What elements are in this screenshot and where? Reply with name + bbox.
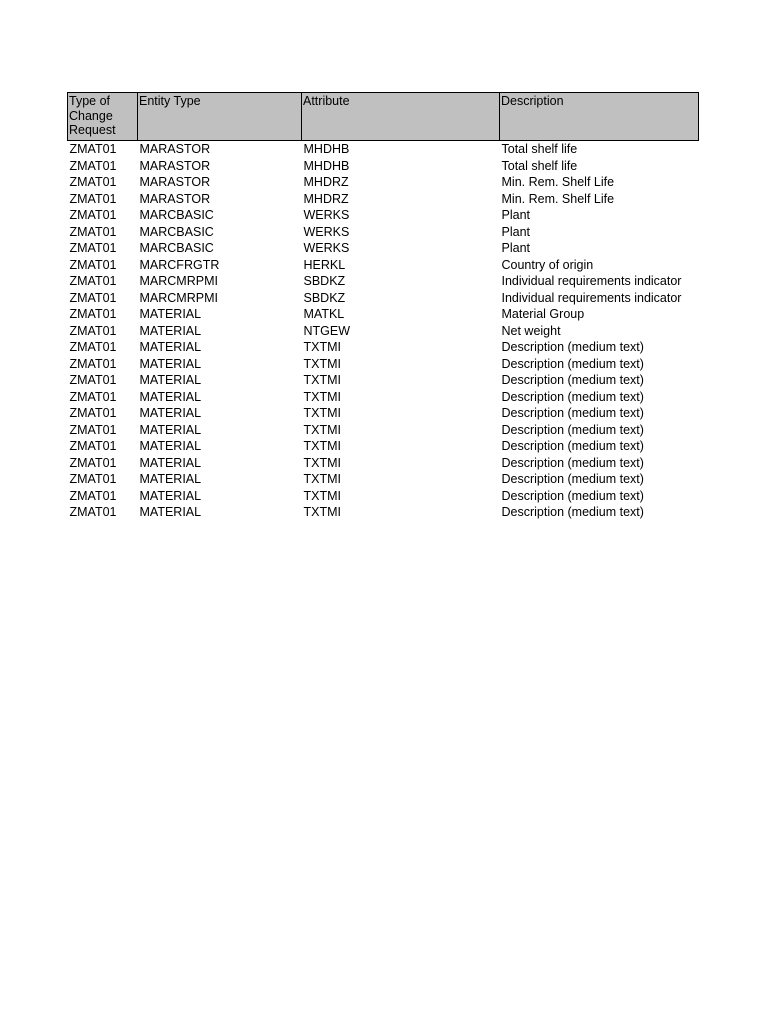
- cell-description: Plant: [501, 208, 530, 222]
- table-row: [68, 389, 699, 406]
- table-row: [68, 422, 699, 439]
- cell-attribute: SBDKZ: [303, 274, 346, 288]
- cell-change-request-type: ZMAT01: [69, 356, 117, 371]
- cell-change-request-type: ZMAT01: [69, 175, 117, 189]
- cell-attribute: TXTMI: [303, 488, 341, 503]
- cell-description: Description (medium text): [501, 455, 644, 470]
- cell-change-request-type: ZMAT01: [69, 373, 117, 387]
- change-request-table: [67, 92, 699, 521]
- cell-attribute: TXTMI: [303, 472, 341, 486]
- cell-change-request-type: ZMAT01: [69, 406, 117, 420]
- table-row: [68, 405, 699, 422]
- cell-change-request-type: ZMAT01: [69, 208, 117, 222]
- table-header: [68, 93, 699, 141]
- cell-entity-type: MATERIAL: [139, 422, 202, 437]
- table-row: [68, 158, 699, 175]
- cell-change-request-type: ZMAT01: [69, 422, 117, 437]
- cell-entity-type: MATERIAL: [139, 439, 202, 453]
- cell-description: Description (medium text): [501, 406, 644, 420]
- cell-description: Description (medium text): [501, 340, 644, 354]
- cell-description: Total shelf life: [501, 158, 578, 173]
- cell-change-request-type: ZMAT01: [69, 257, 117, 272]
- cell-change-request-type: ZMAT01: [69, 224, 117, 239]
- cell-change-request-type: ZMAT01: [69, 158, 117, 173]
- cell-description: Description (medium text): [501, 472, 644, 486]
- header-type-of-change-request: Type of Change Request: [68, 93, 138, 141]
- cell-change-request-type: ZMAT01: [69, 142, 117, 156]
- cell-attribute: MHDHB: [303, 158, 350, 173]
- cell-entity-type: MARCBASIC: [139, 208, 214, 222]
- table-row: [68, 257, 699, 274]
- cell-entity-type: MATERIAL: [139, 373, 202, 387]
- table-row: [68, 174, 699, 191]
- cell-entity-type: MARCBASIC: [139, 241, 214, 255]
- table-row: [68, 339, 699, 356]
- table-row: [68, 488, 699, 505]
- cell-attribute: TXTMI: [303, 373, 341, 387]
- cell-attribute: MHDHB: [303, 142, 350, 156]
- cell-attribute: MATKL: [303, 307, 345, 321]
- cell-change-request-type: ZMAT01: [69, 505, 117, 519]
- cell-description: Material Group: [501, 307, 585, 321]
- cell-entity-type: MARCMRPMI: [139, 274, 218, 288]
- cell-description: Country of origin: [501, 257, 594, 272]
- cell-entity-type: MARASTOR: [139, 158, 211, 173]
- cell-description: Description (medium text): [501, 422, 644, 437]
- cell-description: Description (medium text): [501, 356, 644, 371]
- cell-entity-type: MARASTOR: [139, 175, 211, 189]
- cell-entity-type: MATERIAL: [139, 455, 202, 470]
- cell-description: Plant: [501, 241, 530, 255]
- spreadsheet-page: [67, 92, 698, 521]
- cell-attribute: TXTMI: [303, 389, 341, 404]
- cell-change-request-type: ZMAT01: [69, 307, 117, 321]
- table-row: [68, 273, 699, 290]
- table-row: [68, 372, 699, 389]
- table-row: [68, 356, 699, 373]
- cell-attribute: TXTMI: [303, 422, 341, 437]
- table-row: [68, 224, 699, 241]
- cell-entity-type: MARASTOR: [139, 191, 211, 206]
- cell-change-request-type: ZMAT01: [69, 389, 117, 404]
- table-row: [68, 207, 699, 224]
- table-row: [68, 455, 699, 472]
- cell-change-request-type: ZMAT01: [69, 488, 117, 503]
- header-entity-type: Entity Type: [138, 93, 302, 141]
- table-row: [68, 323, 699, 340]
- cell-entity-type: MATERIAL: [139, 389, 202, 404]
- cell-change-request-type: ZMAT01: [69, 472, 117, 486]
- table-row: [68, 504, 699, 521]
- header-row: [68, 93, 699, 141]
- cell-entity-type: MARCMRPMI: [139, 290, 218, 305]
- cell-entity-type: MARCFRGTR: [139, 257, 220, 272]
- cell-entity-type: MATERIAL: [139, 356, 202, 371]
- cell-entity-type: MATERIAL: [139, 323, 202, 338]
- cell-description: Description (medium text): [501, 488, 644, 503]
- header-description: Description: [500, 93, 699, 141]
- cell-attribute: NTGEW: [303, 323, 351, 338]
- cell-change-request-type: ZMAT01: [69, 274, 117, 288]
- cell-description: Description (medium text): [501, 389, 644, 404]
- cell-change-request-type: ZMAT01: [69, 323, 117, 338]
- cell-attribute: TXTMI: [303, 505, 341, 519]
- cell-change-request-type: ZMAT01: [69, 340, 117, 354]
- table-row: [68, 471, 699, 488]
- cell-attribute: WERKS: [303, 208, 350, 222]
- table-row: [68, 240, 699, 257]
- cell-change-request-type: ZMAT01: [69, 290, 117, 305]
- cell-attribute: TXTMI: [303, 406, 341, 420]
- table-body: [68, 141, 699, 521]
- header-attribute: Attribute: [302, 93, 500, 141]
- table-row: [68, 191, 699, 208]
- cell-description: Total shelf life: [501, 142, 578, 156]
- cell-entity-type: MARCBASIC: [139, 224, 214, 239]
- cell-change-request-type: ZMAT01: [69, 439, 117, 453]
- cell-description: Description (medium text): [501, 505, 644, 519]
- cell-entity-type: MATERIAL: [139, 406, 202, 420]
- cell-description: Individual requirements indicator: [501, 290, 682, 305]
- cell-change-request-type: ZMAT01: [69, 191, 117, 206]
- table-row: [68, 306, 699, 323]
- cell-entity-type: MATERIAL: [139, 472, 202, 486]
- cell-description: Description (medium text): [501, 439, 644, 453]
- cell-attribute: TXTMI: [303, 356, 341, 371]
- cell-entity-type: MATERIAL: [139, 488, 202, 503]
- cell-attribute: MHDRZ: [303, 175, 349, 189]
- cell-change-request-type: ZMAT01: [69, 455, 117, 470]
- cell-attribute: SBDKZ: [303, 290, 346, 305]
- cell-attribute: HERKL: [303, 257, 346, 272]
- cell-attribute: TXTMI: [303, 439, 341, 453]
- cell-description: Min. Rem. Shelf Life: [501, 191, 615, 206]
- cell-attribute: WERKS: [303, 241, 350, 255]
- cell-description: Individual requirements indicator: [501, 274, 682, 288]
- cell-entity-type: MATERIAL: [139, 505, 202, 519]
- cell-description: Net weight: [501, 323, 561, 338]
- cell-entity-type: MARASTOR: [139, 142, 211, 156]
- table-row: [68, 438, 699, 455]
- cell-description: Min. Rem. Shelf Life: [501, 175, 615, 189]
- cell-attribute: TXTMI: [303, 340, 341, 354]
- cell-entity-type: MATERIAL: [139, 307, 202, 321]
- cell-attribute: WERKS: [303, 224, 350, 239]
- cell-description: Description (medium text): [501, 373, 644, 387]
- cell-attribute: TXTMI: [303, 455, 341, 470]
- table-row: [68, 141, 699, 158]
- table-row: [68, 290, 699, 307]
- cell-change-request-type: ZMAT01: [69, 241, 117, 255]
- cell-attribute: MHDRZ: [303, 191, 349, 206]
- cell-entity-type: MATERIAL: [139, 340, 202, 354]
- cell-description: Plant: [501, 224, 530, 239]
